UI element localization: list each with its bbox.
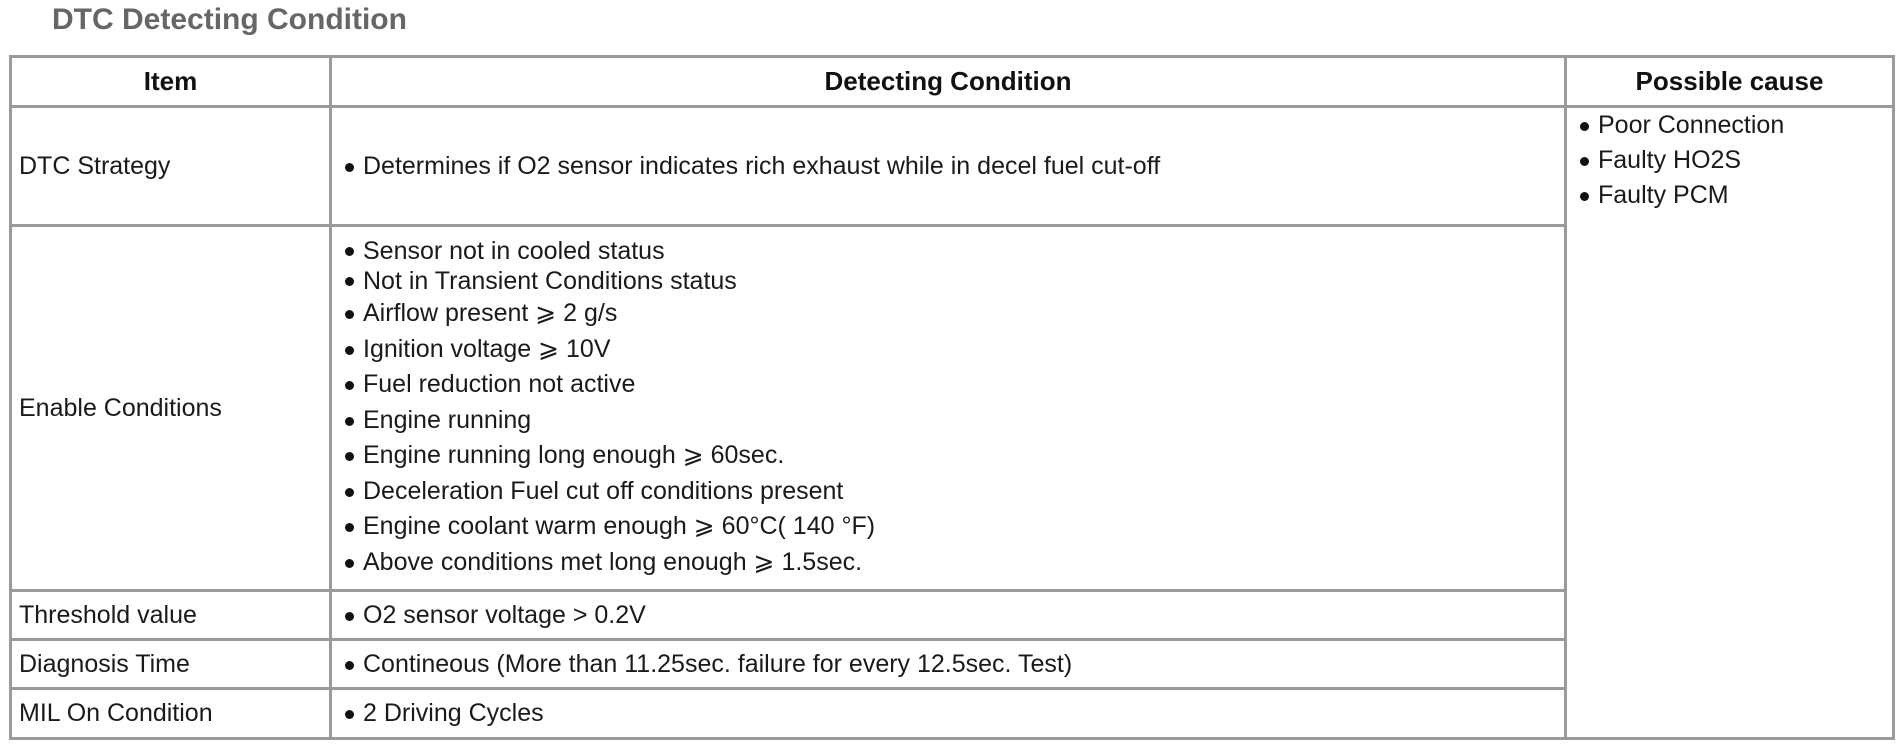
condition-item: Ignition voltage ⩾ 10V bbox=[342, 332, 1564, 368]
condition-item: Engine running bbox=[342, 403, 1564, 439]
condition-cell bbox=[331, 107, 1566, 226]
item-cell: Enable Conditions bbox=[11, 226, 331, 591]
header-possible-cause: Possible cause bbox=[1566, 57, 1894, 107]
condition-item: Sensor not in cooled status bbox=[342, 236, 1564, 266]
condition-list bbox=[342, 236, 1564, 580]
condition-list bbox=[342, 696, 1564, 731]
possible-cause-item: Faulty PCM bbox=[1577, 178, 1892, 213]
condition-list bbox=[342, 647, 1564, 682]
condition-item: Not in Transient Conditions status bbox=[342, 266, 1564, 296]
condition-cell bbox=[331, 226, 1566, 591]
header-detecting-condition: Detecting Condition bbox=[331, 57, 1566, 107]
condition-item: O2 sensor voltage > 0.2V bbox=[342, 598, 1564, 633]
condition-cell bbox=[331, 689, 1566, 739]
condition-item: Contineous (More than 11.25sec. failure for every 12.5sec. Test) bbox=[342, 647, 1564, 682]
condition-item: Airflow present ⩾ 2 g/s bbox=[342, 296, 1564, 332]
possible-cause-cell bbox=[1566, 107, 1894, 739]
condition-item: Above conditions met long enough ⩾ 1.5sec. bbox=[342, 545, 1564, 581]
condition-item: Engine running long enough ⩾ 60sec. bbox=[342, 438, 1564, 474]
item-cell: Threshold value bbox=[11, 591, 331, 640]
item-cell: DTC Strategy bbox=[11, 107, 331, 226]
dtc-condition-table bbox=[9, 55, 1895, 740]
header-item: Item bbox=[11, 57, 331, 107]
condition-item: Deceleration Fuel cut off conditions present bbox=[342, 474, 1564, 510]
condition-item: Engine coolant warm enough ⩾ 60°C( 140 °F) bbox=[342, 509, 1564, 545]
possible-cause-list bbox=[1577, 108, 1892, 213]
table-row bbox=[11, 107, 1894, 226]
condition-item: Determines if O2 sensor indicates rich exhaust while in decel fuel cut-off bbox=[342, 149, 1564, 184]
condition-item: Fuel reduction not active bbox=[342, 367, 1564, 403]
page-title: DTC Detecting Condition bbox=[52, 3, 407, 36]
item-cell: Diagnosis Time bbox=[11, 640, 331, 689]
condition-cell bbox=[331, 591, 1566, 640]
condition-item: 2 Driving Cycles bbox=[342, 696, 1564, 731]
table-header-row bbox=[11, 57, 1894, 107]
condition-list bbox=[342, 149, 1564, 184]
possible-cause-item: Faulty HO2S bbox=[1577, 143, 1892, 178]
condition-list bbox=[342, 598, 1564, 633]
possible-cause-item: Poor Connection bbox=[1577, 108, 1892, 143]
condition-cell bbox=[331, 640, 1566, 689]
item-cell: MIL On Condition bbox=[11, 689, 331, 739]
